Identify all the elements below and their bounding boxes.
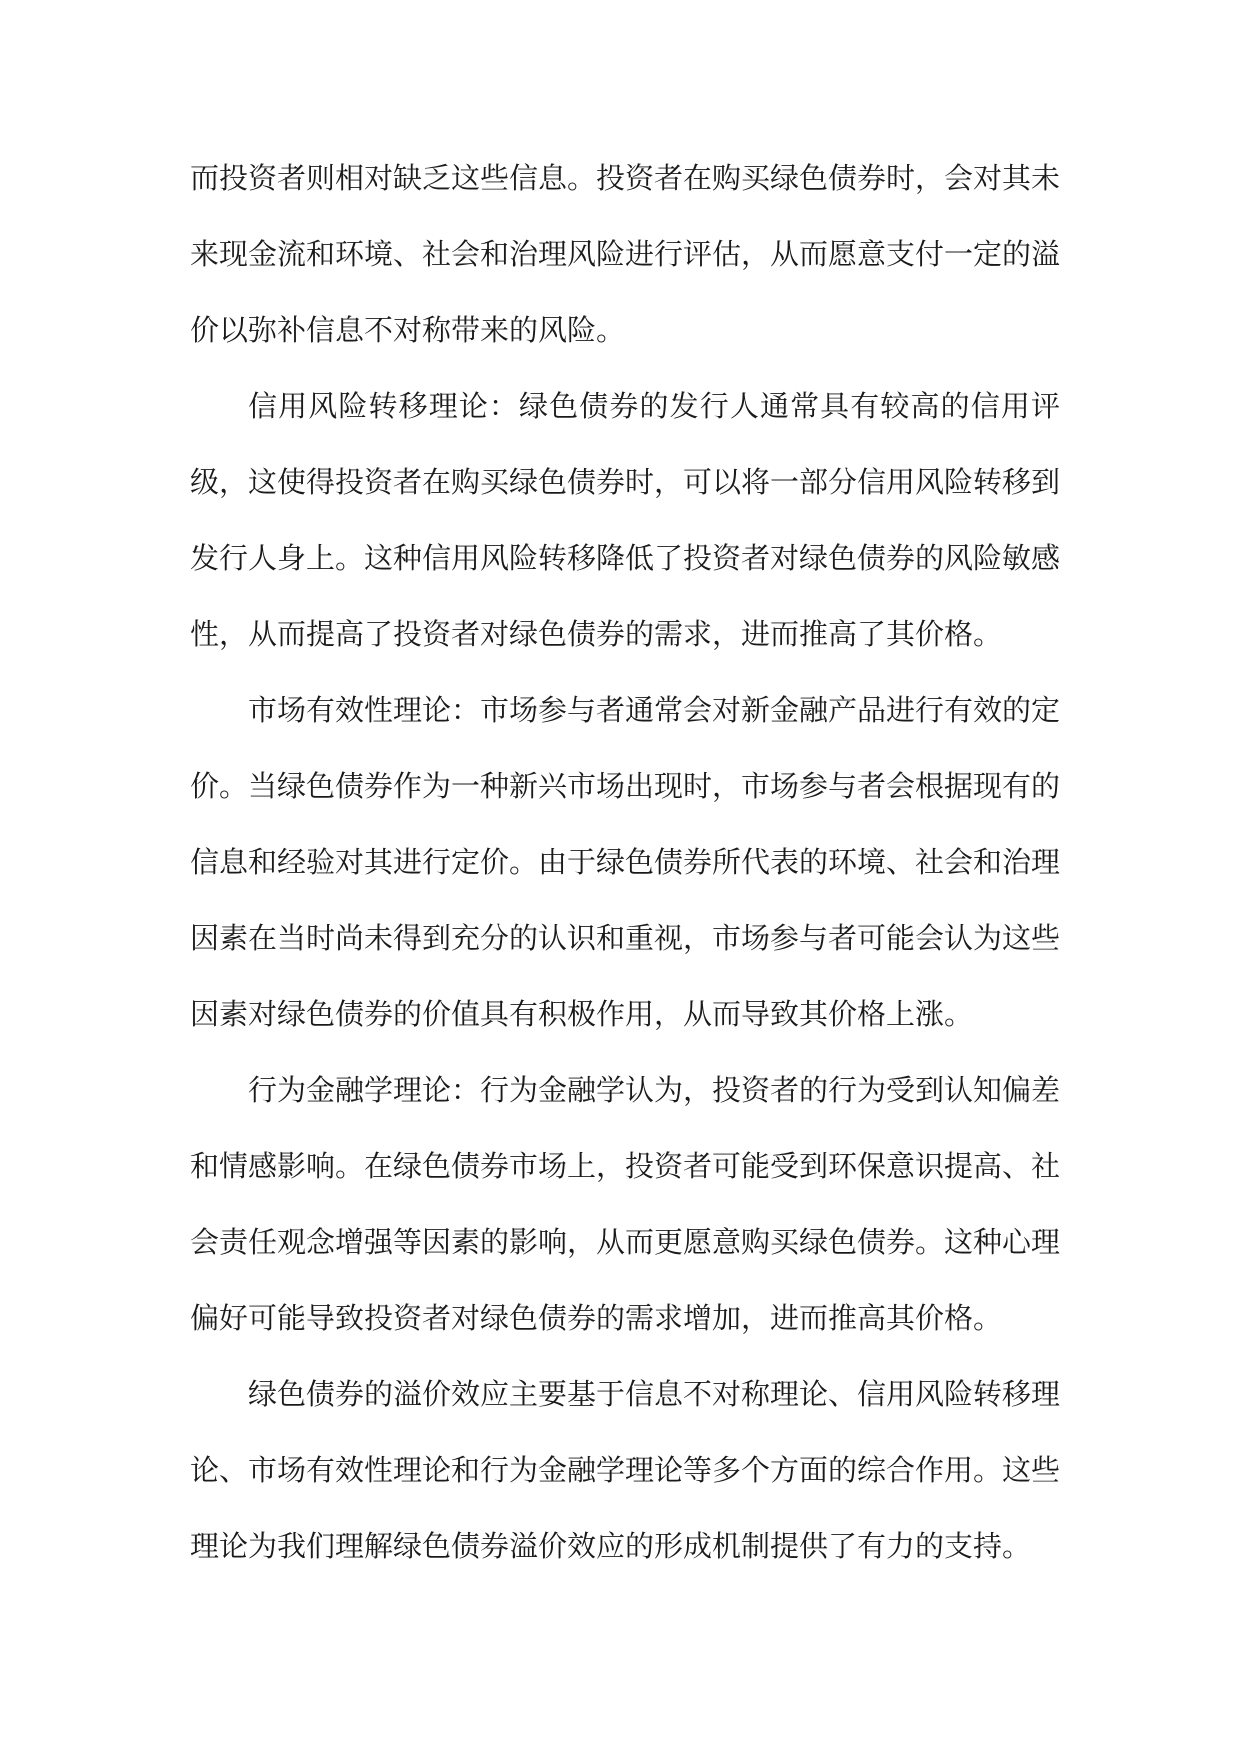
document-body	[190, 140, 1060, 1584]
paragraph-market-efficiency-theory: 市场有效性理论：市场参与者通常会对新金融产品进行有效的定价。当绿色债券作为一种新兴市场出现时，市场参与者会根据现有的信息和经验对其进行定价。由于绿色债券所代表的环境、社会和治理因素在当时尚未得到充分的认识和重视，市场参与者可能会认为这些因素对绿色债券的价值具有积极作用，从而导致其价格上涨。	[190, 693, 1061, 1031]
paragraph-credit-risk-transfer-theory: 信用风险转移理论：绿色债券的发行人通常具有较高的信用评级，这使得投资者在购买绿色债券时，可以将一部分信用风险转移到发行人身上。这种信用风险转移降低了投资者对绿色债券的风险敏感性，从而提高了投资者对绿色债券的需求，进而推高了其价格。	[190, 389, 1061, 651]
paragraph-behavioral-finance-theory: 行为金融学理论：行为金融学认为，投资者的行为受到认知偏差和情感影响。在绿色债券市场上，投资者可能受到环保意识提高、社会责任观念增强等因素的影响，从而更愿意购买绿色债券。这种心理偏好可能导致投资者对绿色债券的需求增加，进而推高其价格。	[190, 1073, 1061, 1335]
paragraph-continuation: 而投资者则相对缺乏这些信息。投资者在购买绿色债券时，会对其未来现金流和环境、社会和治理风险进行评估，从而愿意支付一定的溢价以弥补信息不对称带来的风险。	[190, 161, 1061, 347]
paragraph-summary: 绿色债券的溢价效应主要基于信息不对称理论、信用风险转移理论、市场有效性理论和行为金融学理论等多个方面的综合作用。这些理论为我们理解绿色债券溢价效应的形成机制提供了有力的支持。	[190, 1377, 1061, 1563]
